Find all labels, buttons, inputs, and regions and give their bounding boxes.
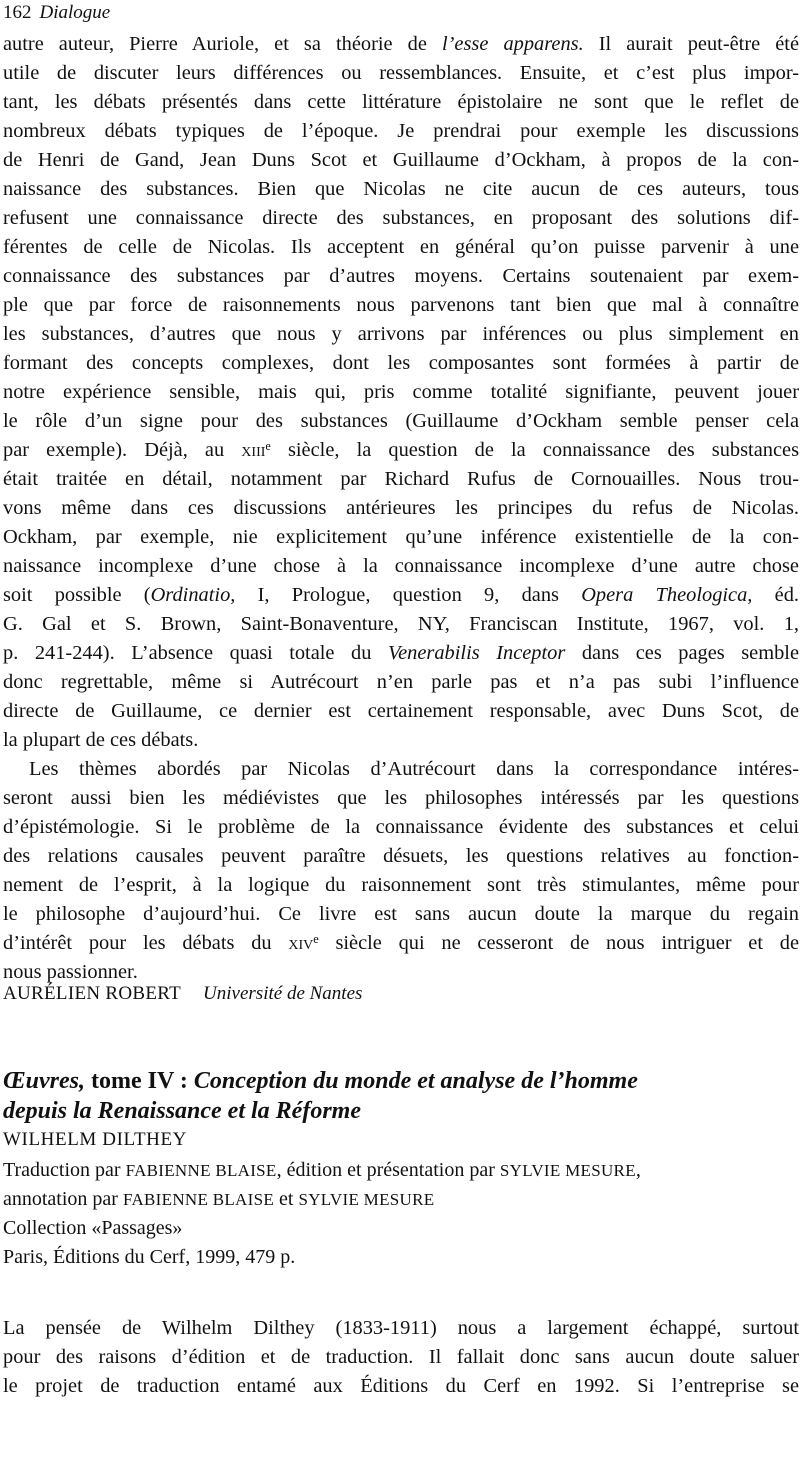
reviewer-name: AURÉLIEN ROBERT xyxy=(3,983,182,1004)
text-line: utile de discuter leurs différences ou ressemblances. Ensuite, et c’est plus impor- xyxy=(3,62,799,84)
text-line: refusent une connaissance directe des substances, en proposant des solutions dif- xyxy=(3,207,799,229)
text-line: Ockham, par exemple, nie explicitement qu’une inférence existentielle de la con- xyxy=(3,526,799,548)
text-line: férentes de celle de Nicolas. Ils acceptent en général qu’on puisse parvenir à une xyxy=(3,236,799,258)
running-header xyxy=(3,1,110,25)
work-title: Œuvres, xyxy=(3,1068,85,1094)
text-line: pour des raisons d’édition et de traduction. Il fallait donc sans aucun doute saluer xyxy=(3,1346,799,1368)
translation-credit: Traduction par FABIENNE BLAISE, édition et présentation par SYLVIE MESURE, xyxy=(3,1159,641,1181)
text-line: notre expérience sensible, mais qui, pris comme totalité signifiante, peuvent jouer xyxy=(3,381,799,403)
text-line: naissance des substances. Bien que Nicolas ne cite aucun de ces auteurs, tous xyxy=(3,178,799,200)
collection-name: Collection «Passages» xyxy=(3,1217,183,1239)
text-line: autre auteur, Pierre Auriole, et sa théorie de l’esse apparens. Il aurait peut-être été xyxy=(3,33,800,55)
text-line: p. 241-244). L’absence quasi totale du Venerabilis Inceptor dans ces pages semble xyxy=(3,642,799,664)
text-line: des relations causales peuvent paraître désuets, les questions relatives au fonction- xyxy=(3,845,799,867)
page-number: 162 xyxy=(3,2,32,23)
text-line: nement de l’esprit, à la logique du raisonnement sont très stimulantes, même pour xyxy=(3,874,799,896)
text-line: le rôle d’un signe pour des substances (Guillaume d’Ockham semble penser cela xyxy=(3,410,799,432)
text-line: de Henri de Gand, Jean Duns Scot et Guillaume d’Ockham, à propos de la con- xyxy=(3,149,799,171)
text-line: le philosophe d’aujourd’hui. Ce livre est sans aucun doute la marque du regain xyxy=(3,903,799,925)
text-line: naissance incomplexe d’une chose à la connaissance incomplexe d’une autre chose xyxy=(3,555,799,577)
text-line: G. Gal et S. Brown, Saint-Bonaventure, NY, Franciscan Institute, 1967, vol. 1, xyxy=(3,613,799,635)
subtitle-line-2: depuis la Renaissance et la Réforme xyxy=(3,1098,361,1124)
text-line: était traitée en détail, notamment par Richard Rufus de Cornouailles. Nous trou- xyxy=(3,468,799,490)
review-continuation-paragraph xyxy=(3,30,799,755)
century-numeral: xiii xyxy=(241,439,266,461)
text-line: connaissance des substances par d’autres moyens. Certains soutenaient par exem- xyxy=(3,265,799,287)
subtitle-line-1: Conception du monde et analyse de l’homme xyxy=(193,1068,638,1094)
text-line: donc regrettable, même si Autrécourt n’en parle pas et n’a pas subi l’influence xyxy=(3,671,799,693)
text-line: tant, les débats présentés dans cette littérature épistolaire ne sont que le reflet de xyxy=(3,91,799,113)
text-line: par exemple). Déjà, au xiii$^e$ siècle, la question de la connaissance des substances xyxy=(3,438,800,461)
text-line: la plupart de ces débats. xyxy=(3,729,199,751)
book-author: WILHELM DILTHEY xyxy=(3,1129,188,1150)
book-metadata xyxy=(3,1156,799,1272)
text-line: nombreux débats typiques de l’époque. Je prendrai pour exemple les discussions xyxy=(3,120,799,142)
text-line: les substances, d’autres que nous y arrivons par inférences ou plus simplement en xyxy=(3,323,799,345)
reviewer-signature xyxy=(3,982,362,1006)
text-line: formant des concepts complexes, dont les composantes sont formées à partir de xyxy=(3,352,799,374)
text-line: seront aussi bien les médiévistes que les philosophes intéressés par les questions xyxy=(3,787,799,809)
journal-title: Dialogue xyxy=(39,2,111,23)
review-opening-paragraph xyxy=(3,1314,799,1401)
reviewer-affiliation: Université de Nantes xyxy=(203,983,363,1004)
book-title xyxy=(3,1066,799,1126)
review-closing-paragraph xyxy=(3,755,799,987)
italic-term: l’esse apparens. xyxy=(441,33,584,55)
text-line: le projet de traduction entamé aux Éditions du Cerf en 1992. Si l’entreprise se xyxy=(3,1375,799,1397)
text-line: d’épistémologie. Si le problème de la connaissance évidente des substances et celui xyxy=(3,816,799,838)
text-line: directe de Guillaume, ce dernier est certainement responsable, avec Duns Scot, de xyxy=(3,700,799,722)
text-line: ple que par force de raisonnements nous parvenons tant bien que mal à connaître xyxy=(3,294,799,316)
text-line: La pensée de Wilhelm Dilthey (1833-1911) nous a largement échappé, surtout xyxy=(3,1317,799,1339)
text-line: vons même dans ces discussions antérieures les principes du refus de Nicolas. xyxy=(3,497,799,519)
text-line: Les thèmes abordés par Nicolas d’Autrécourt dans la correspondance intéres- xyxy=(29,758,799,780)
publication-info: Paris, Éditions du Cerf, 1999, 479 p. xyxy=(3,1246,296,1268)
annotation-credit: annotation par FABIENNE BLAISE et SYLVIE MESURE xyxy=(3,1188,435,1210)
text-line: d’intérêt pour les débats du xiv$^e$ siècle qui ne cesseront de nous intriguer et de xyxy=(3,931,799,954)
tome-label: tome IV : xyxy=(84,1068,194,1094)
text-line: soit possible (Ordinatio, I, Prologue, question 9, dans Opera Theologica, éd. xyxy=(3,584,799,606)
text-line: nous passionner. xyxy=(3,961,138,983)
